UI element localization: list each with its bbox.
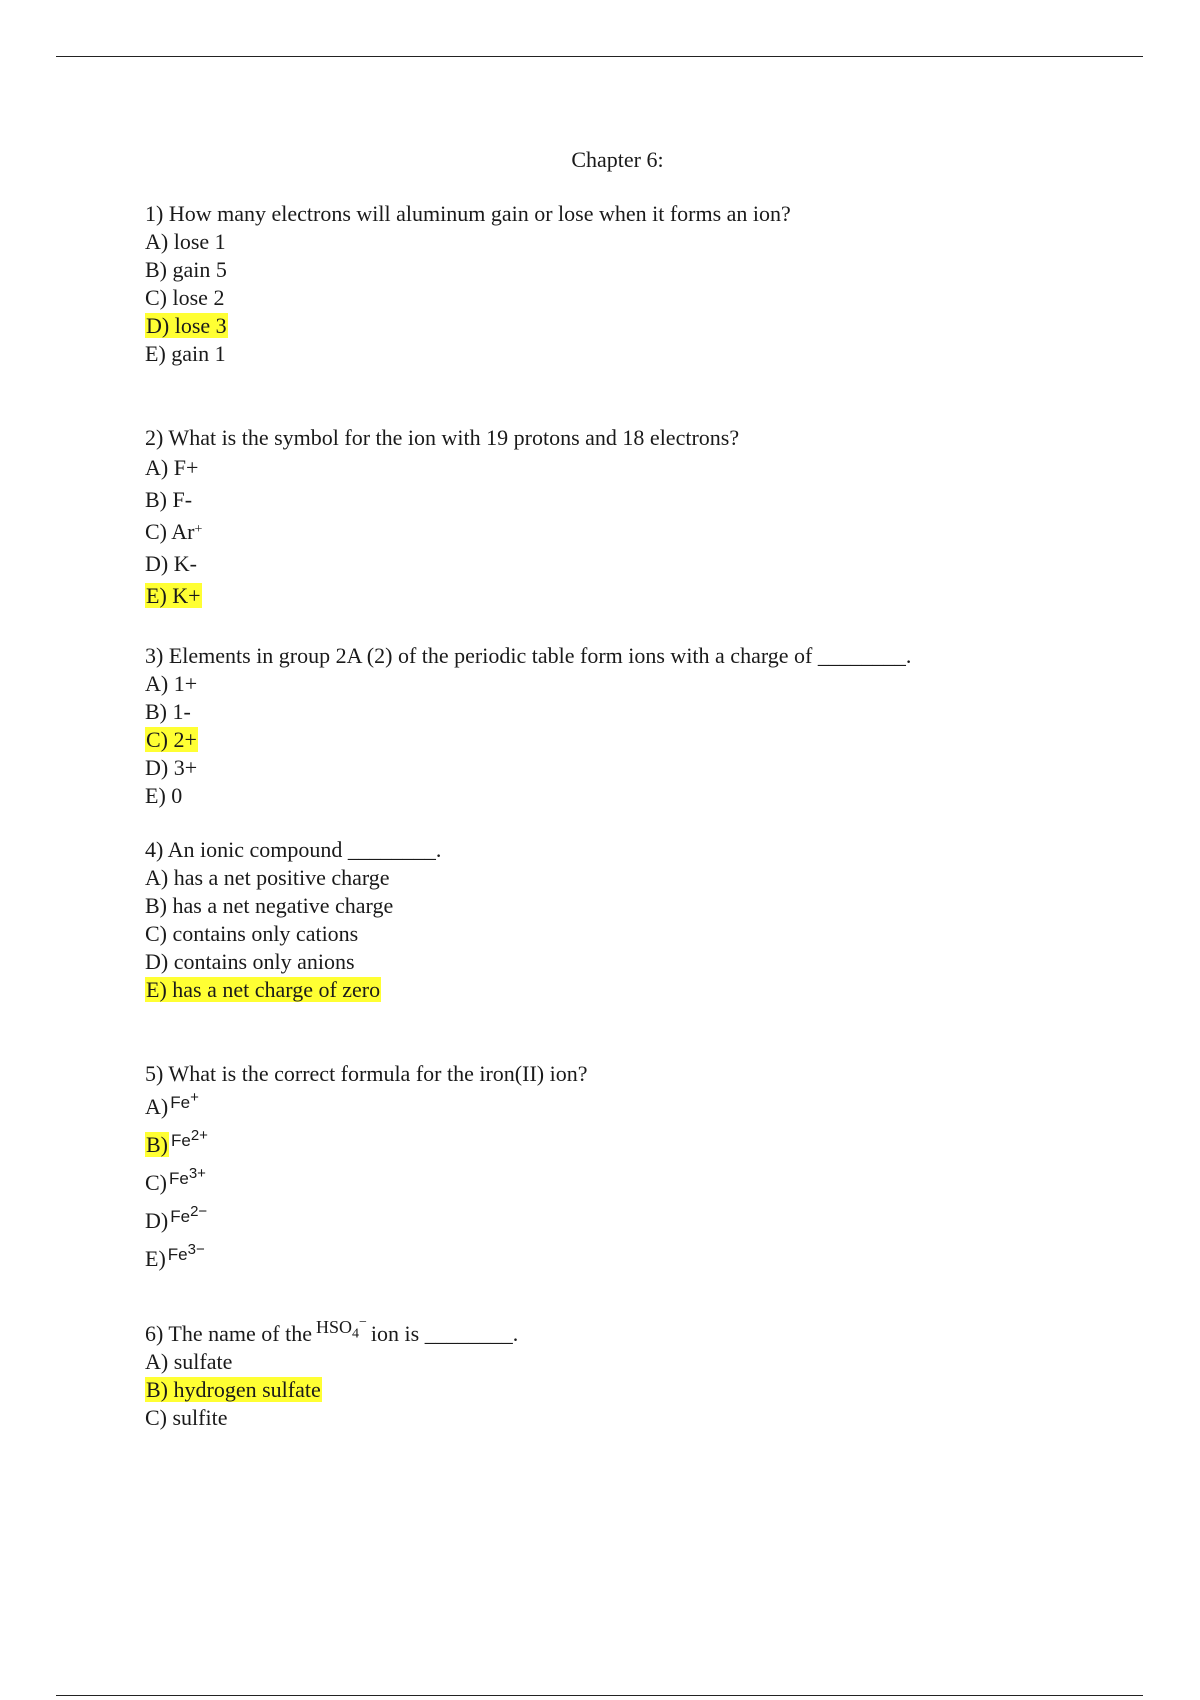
page-title: Chapter 6: bbox=[571, 147, 664, 172]
answer-highlight: E) K+ bbox=[146, 583, 201, 608]
question-3 bbox=[145, 642, 1105, 810]
option-a: A) 1+ bbox=[145, 671, 198, 696]
question-text: 4) An ionic compound ________. bbox=[145, 837, 442, 862]
option-a: A) $^{Fe^+}$ bbox=[145, 1089, 199, 1119]
header-rule bbox=[56, 56, 1143, 57]
option-c-correct bbox=[145, 726, 1105, 754]
option-b-correct bbox=[145, 1126, 1105, 1164]
option-d: D) $^{Fe^{2-}}$ bbox=[145, 1203, 208, 1233]
option-c: C) Ar+ bbox=[145, 519, 203, 544]
question-text: 2) What is the symbol for the ion with 19 protons and 18 electrons? bbox=[145, 425, 740, 450]
option-a: A) lose 1 bbox=[145, 229, 226, 254]
ion-formula: Fe3− bbox=[167, 1241, 205, 1264]
option-e-correct bbox=[145, 976, 1105, 1004]
option-b: B) has a net negative charge bbox=[145, 893, 394, 918]
option-e: E) gain 1 bbox=[145, 341, 226, 366]
option-a: A) sulfate bbox=[145, 1349, 233, 1374]
question-5 bbox=[145, 1060, 1105, 1278]
option-c: C) lose 2 bbox=[145, 285, 225, 310]
option-c: C) contains only cations bbox=[145, 921, 359, 946]
hso4-formula: HSO4− bbox=[315, 1315, 367, 1342]
question-text: 6) The name of the $^{HSO_4^-}$ ion is ________. bbox=[145, 1315, 519, 1346]
option-e-correct bbox=[145, 580, 1105, 612]
answer-highlight: E) has a net charge of zero bbox=[146, 977, 381, 1002]
option-e: E) 0 bbox=[145, 783, 183, 808]
option-e: E) $^{Fe^{3-}}$ bbox=[145, 1241, 205, 1271]
option-a: A) has a net positive charge bbox=[145, 865, 390, 890]
option-b: B) gain 5 bbox=[145, 257, 227, 282]
option-b-correct bbox=[145, 1376, 1105, 1404]
question-text: 5) What is the correct formula for the iron(II) ion? bbox=[145, 1061, 588, 1086]
option-c: C) sulfite bbox=[145, 1405, 228, 1430]
option-d: D) K- bbox=[145, 551, 197, 576]
option-d: D) contains only anions bbox=[145, 949, 355, 974]
ion-formula: Fe3+ bbox=[169, 1165, 206, 1188]
answer-highlight: D) lose 3 bbox=[146, 313, 227, 338]
question-4 bbox=[145, 836, 1105, 1004]
ion-formula: Fe2− bbox=[170, 1203, 208, 1226]
answer-highlight: B) bbox=[146, 1132, 168, 1157]
ion-formula: Fe2+ bbox=[171, 1127, 208, 1150]
option-b: B) F- bbox=[145, 487, 193, 512]
answer-highlight: B) hydrogen sulfate bbox=[146, 1377, 321, 1402]
question-2 bbox=[145, 424, 1105, 612]
question-text: 1) How many electrons will aluminum gain or lose when it forms an ion? bbox=[145, 201, 791, 226]
option-b: B) 1- bbox=[145, 699, 191, 724]
question-text: 3) Elements in group 2A (2) of the periodic table form ions with a charge of ________. bbox=[145, 643, 912, 668]
option-a: A) F+ bbox=[145, 455, 199, 480]
question-1 bbox=[145, 200, 1105, 368]
ion-formula: Fe+ bbox=[170, 1089, 199, 1112]
option-c: C) $^{Fe^{3+}}$ bbox=[145, 1165, 206, 1195]
footer-rule bbox=[56, 1695, 1143, 1696]
question-6 bbox=[145, 1315, 1105, 1432]
option-d: D) 3+ bbox=[145, 755, 198, 780]
answer-highlight: C) 2+ bbox=[146, 727, 197, 752]
option-d-correct bbox=[145, 312, 1105, 340]
